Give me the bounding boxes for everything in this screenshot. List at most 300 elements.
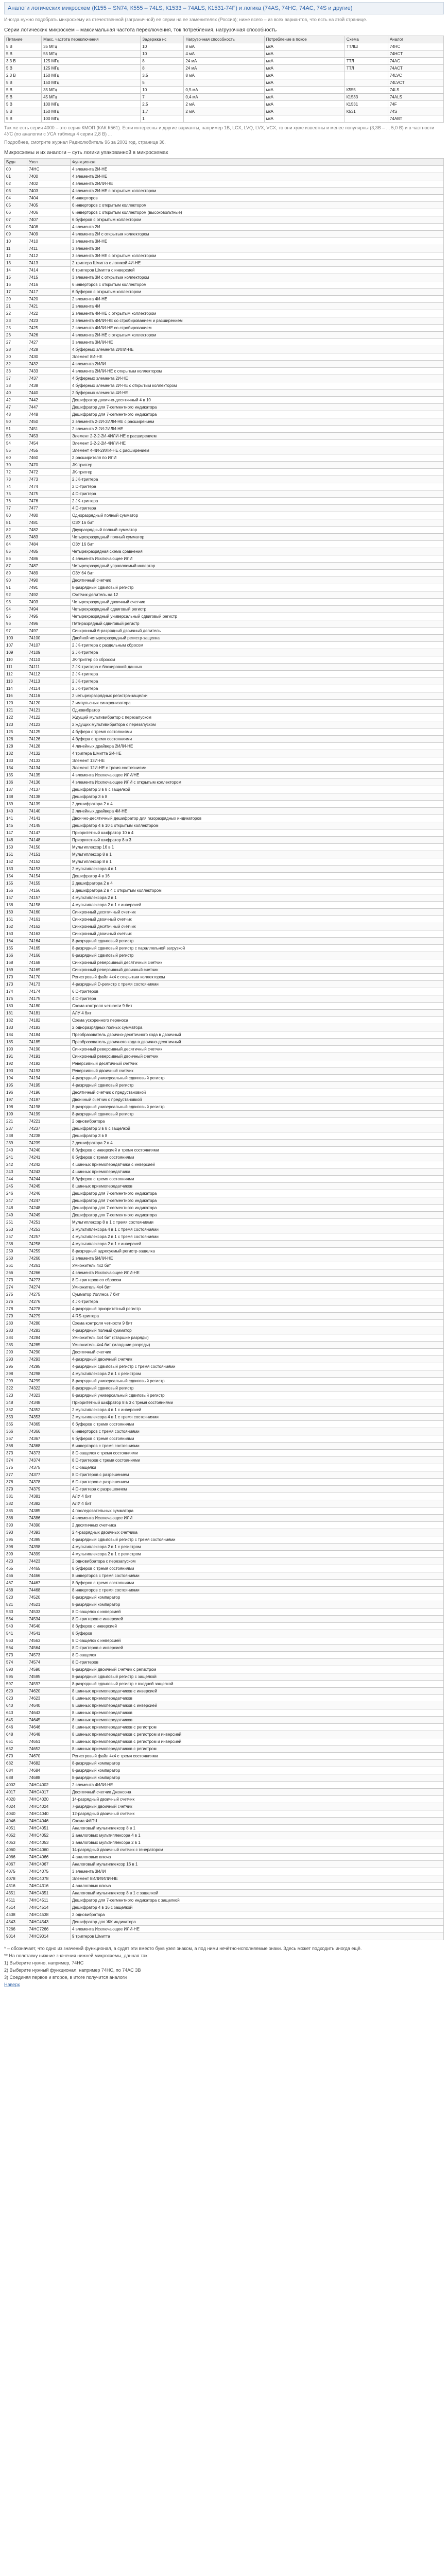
chip-cell: 620	[5, 1688, 27, 1695]
chip-cell: 4 буферных элемента 2ИЛИ-НЕ	[71, 346, 444, 353]
chip-cell: 7485	[27, 548, 71, 555]
chip-cell: 04	[5, 195, 27, 202]
chip-cell: 74175	[27, 995, 71, 1003]
chip-row	[5, 1702, 444, 1709]
chip-row	[5, 1443, 444, 1450]
chip-cell: 95	[5, 613, 27, 620]
chip-cell: Дешифратор для 7-сегментного индикатора	[71, 1190, 444, 1197]
chip-row	[5, 209, 444, 216]
spec-row	[5, 87, 444, 94]
chip-cell: 7472	[27, 469, 71, 476]
chip-cell: 91	[5, 584, 27, 591]
chip-row	[5, 1637, 444, 1645]
chip-cell: 4053	[5, 1839, 27, 1846]
chip-cell: 238	[5, 1132, 27, 1140]
chip-cell: 74645	[27, 1717, 71, 1724]
back-to-top-link[interactable]: Наверх	[4, 1982, 20, 1987]
chip-cell: 276	[5, 1298, 27, 1306]
chip-cell: 6 инверторов с открытым коллектором	[71, 281, 444, 289]
chip-cell: 521	[5, 1601, 27, 1608]
chip-cell: 74379	[27, 1486, 71, 1493]
chip-row	[5, 606, 444, 613]
chip-cell: 147	[5, 829, 27, 837]
chip-cell: 01	[5, 173, 27, 180]
chip-row	[5, 1464, 444, 1471]
chip-cell: 4 D-защелки	[71, 1464, 444, 1471]
chip-row	[5, 757, 444, 765]
chip-cell: Синхронный реверсивный двоичный счетчик	[71, 1053, 444, 1060]
chip-cell: 74135	[27, 772, 71, 779]
chip-cell: 4514	[5, 1904, 27, 1911]
chip-cell: 74120	[27, 700, 71, 707]
chip-row	[5, 418, 444, 426]
chip-row	[5, 620, 444, 628]
spec-cell: мкА	[264, 79, 344, 87]
chip-row	[5, 700, 444, 707]
chip-cell: Синхронный 6-разрядный двоичный делитель	[71, 628, 444, 635]
spec-cell: ТТЛ	[344, 65, 388, 72]
chip-cell: 7421	[27, 303, 71, 310]
chip-cell: Дешифратор для 7-сегментного индикатора с защелкой	[71, 1897, 444, 1904]
chip-cell: 4 мультиплексора 2 в 1	[71, 894, 444, 902]
chip-cell: 74153	[27, 866, 71, 873]
chip-cell: 7476	[27, 498, 71, 505]
chip-cell: 6 буферов с тремя состояниями	[71, 1421, 444, 1428]
chip-cell: 153	[5, 866, 27, 873]
chip-cell: 74122	[27, 714, 71, 721]
chip-row	[5, 1327, 444, 1334]
chip-cell: 3 элемента 3И	[71, 245, 444, 252]
chip-row	[5, 1104, 444, 1111]
chip-cell: 8 шинных приемопередатчиков	[71, 1709, 444, 1717]
chip-cell: 74191	[27, 1053, 71, 1060]
chip-cell: Регистровый файл 4х4 с тремя состояниями	[71, 1753, 444, 1760]
chip-cell: Синхронный десятичный счетчик	[71, 923, 444, 930]
chip-cell: 298	[5, 1370, 27, 1378]
chip-cell: 121	[5, 707, 27, 714]
chip-cell: 4 аналоговых ключа	[71, 1854, 444, 1861]
chip-cell: 4 мультиплексора 2 в 1 с тремя состояниями	[71, 1233, 444, 1241]
chip-row	[5, 231, 444, 238]
chip-cell: 74295	[27, 1363, 71, 1370]
chip-cell: 368	[5, 1443, 27, 1450]
chip-cell: 4060	[5, 1846, 27, 1854]
chip-row	[5, 1486, 444, 1493]
footnote-5: 3) Соединяя первое и второе, в итоге получится аналоги	[4, 1975, 127, 1980]
chip-row	[5, 1111, 444, 1118]
chip-row	[5, 325, 444, 332]
chip-row	[5, 1168, 444, 1176]
chip-cell: 86	[5, 555, 27, 563]
chip-cell: 74521	[27, 1601, 71, 1608]
chip-cell: 74243	[27, 1168, 71, 1176]
chip-row	[5, 389, 444, 397]
chip-cell: 7425	[27, 325, 71, 332]
chip-cell: 74161	[27, 916, 71, 923]
chip-cell: 74533	[27, 1608, 71, 1616]
chip-row	[5, 1522, 444, 1529]
spec-cell: 125 МГц	[42, 58, 141, 65]
spec-cell: 5 В	[5, 79, 42, 87]
chip-cell: 74467	[27, 1580, 71, 1587]
chip-cell: 74HC4514	[27, 1904, 71, 1911]
chip-row	[5, 1717, 444, 1724]
chip-cell: 4 мультиплексора 2 в 1 с инверсией	[71, 902, 444, 909]
chip-cell: 74573	[27, 1652, 71, 1659]
chip-cell: Дешифратор 3 в 8	[71, 1132, 444, 1140]
chip-row	[5, 851, 444, 858]
chip-cell: 8-разрядный сдвиговый регистр с входной защелкой	[71, 1681, 444, 1688]
chip-row	[5, 1623, 444, 1630]
chip-cell: 382	[5, 1500, 27, 1507]
chip-cell: Элемент 2-2-2-2И-4ИЛИ-НЕ с расширением	[71, 433, 444, 440]
chip-cell: 399	[5, 1551, 27, 1558]
chip-cell: 2 дешифратора 2 в 4	[71, 1140, 444, 1147]
chip-cell: 81	[5, 519, 27, 527]
spec-cell: 24 мА	[184, 58, 264, 65]
chip-list-table	[4, 158, 444, 1940]
chip-cell: 2 триггера Шмитта с логикой 4И-НЕ	[71, 260, 444, 267]
chip-row	[5, 1356, 444, 1363]
chip-row	[5, 1695, 444, 1702]
chip-cell: Преобразователь двоично-десятичного кода в двоичный	[71, 1031, 444, 1039]
chip-row	[5, 952, 444, 959]
chip-cell: 3 элемента 3И-НЕ	[71, 238, 444, 245]
chip-cell: 74182	[27, 1017, 71, 1024]
chip-cell: 74141	[27, 815, 71, 822]
spec-cell	[184, 115, 264, 123]
chip-cell: 2 импульсных синхронизатора	[71, 700, 444, 707]
chip-cell: 74HC4067	[27, 1861, 71, 1868]
chip-cell: Четырехразрядный двоичный счетчик	[71, 599, 444, 606]
spec-row	[5, 50, 444, 58]
chip-cell: 8 D-триггеров с разрешением	[71, 1471, 444, 1479]
chip-row	[5, 1745, 444, 1753]
chip-cell: 154	[5, 873, 27, 880]
chip-cell: 257	[5, 1233, 27, 1241]
chip-cell: 173	[5, 981, 27, 988]
chip-cell: 191	[5, 1053, 27, 1060]
chip-cell: 4 элемента Исключающее ИЛИ-НЕ	[71, 1926, 444, 1933]
chip-cell: 4 элемента 2И-НЕ с открытым коллектором	[71, 188, 444, 195]
chip-cell: Десятичный счетчик	[71, 1349, 444, 1356]
chip-cell: Дешифратор 3 в 8 с защелкой	[71, 786, 444, 793]
chip-cell: Регистровый файл 4х4 с открытым коллектором	[71, 974, 444, 981]
chip-cell: Синхронный реверсивный десятичный счетчик	[71, 959, 444, 967]
chip-cell: Дешифратор 4 в 16 с защелкой	[71, 1904, 444, 1911]
chip-cell: 74353	[27, 1414, 71, 1421]
spec-cell: мкА	[264, 108, 344, 115]
chip-cell: 597	[5, 1681, 27, 1688]
chip-cell: 184	[5, 1031, 27, 1039]
chip-cell: 74395	[27, 1536, 71, 1544]
chip-cell: 377	[5, 1471, 27, 1479]
chip-cell: 9014	[5, 1933, 27, 1940]
chip-cell: 74274	[27, 1284, 71, 1291]
chip-row	[5, 382, 444, 389]
chip-row	[5, 1342, 444, 1349]
chip-cell: 74260	[27, 1255, 71, 1262]
chip-row	[5, 375, 444, 382]
chip-cell: 163	[5, 930, 27, 938]
chip-cell: 367	[5, 1435, 27, 1443]
chip-cell: 261	[5, 1262, 27, 1269]
chip-cell: Двоично-десятичный дешифратор для газоразрядных индикаторов	[71, 815, 444, 822]
chip-row	[5, 1536, 444, 1544]
chip-cell: 180	[5, 1003, 27, 1010]
spec-cell: К1533	[344, 94, 388, 101]
chip-cell: 3 элемента 3ИЛИ-НЕ	[71, 339, 444, 346]
chip-cell: 646	[5, 1724, 27, 1731]
chip-cell: 4 последовательных сумматора	[71, 1507, 444, 1515]
chip-cell: 48	[5, 411, 27, 418]
chip-cell: Схема контроля четности 9 бит	[71, 1320, 444, 1327]
chip-cell: 4351	[5, 1890, 27, 1897]
chip-column-header: Функционал	[71, 159, 444, 166]
chip-cell: 540	[5, 1623, 27, 1630]
chip-cell: 74348	[27, 1399, 71, 1406]
chip-cell: 74181	[27, 1010, 71, 1017]
chip-cell: 8 D-защелок с тремя состояниями	[71, 1450, 444, 1457]
chip-cell: Одновибратор	[71, 707, 444, 714]
chip-cell: Десятичный счетчик с предустановкой	[71, 1089, 444, 1096]
chip-cell: 74386	[27, 1515, 71, 1522]
chip-cell: 2 мультиплексора 4 в 1 с тремя состояниями	[71, 1226, 444, 1233]
chip-cell: 74155	[27, 880, 71, 887]
chip-cell: 160	[5, 909, 27, 916]
spec-cell: 100 МГц	[42, 101, 141, 108]
chip-cell: 7487	[27, 563, 71, 570]
chip-cell: 7480	[27, 512, 71, 519]
chip-cell: Реверсивный десятичный счетчик	[71, 1060, 444, 1067]
chip-cell: 74168	[27, 959, 71, 967]
chip-cell: 266	[5, 1269, 27, 1277]
chip-cell: 74152	[27, 858, 71, 866]
chip-cell: Ждущий мультивибратор с перезапуском	[71, 714, 444, 721]
chip-cell: 7409	[27, 231, 71, 238]
chip-cell: 74151	[27, 851, 71, 858]
spec-row	[5, 79, 444, 87]
chip-row	[5, 1926, 444, 1933]
chip-cell: 74239	[27, 1140, 71, 1147]
spec-row	[5, 94, 444, 101]
chip-row	[5, 743, 444, 750]
spec-cell: 4 мА	[184, 50, 264, 58]
spec-cell: 5 В	[5, 50, 42, 58]
chip-cell: 260	[5, 1255, 27, 1262]
chip-cell: 4 элемента 2И-НЕ	[71, 173, 444, 180]
chip-cell: 74246	[27, 1190, 71, 1197]
chip-cell: 74174	[27, 988, 71, 995]
chip-cell: 8-разрядный адресуемый регистр-защелка	[71, 1248, 444, 1255]
chip-cell: 7448	[27, 411, 71, 418]
chip-cell: 7492	[27, 591, 71, 599]
chip-cell: 8-разрядный универсальный сдвиговый регистр	[71, 1392, 444, 1399]
chip-cell: 74520	[27, 1594, 71, 1601]
chip-cell: 648	[5, 1731, 27, 1738]
chip-cell: 74247	[27, 1197, 71, 1205]
chip-cell: 466	[5, 1572, 27, 1580]
chip-cell: 141	[5, 815, 27, 822]
chip-row	[5, 1233, 444, 1241]
chip-row	[5, 591, 444, 599]
chip-row	[5, 902, 444, 909]
chip-row	[5, 541, 444, 548]
chip-cell: 74385	[27, 1507, 71, 1515]
chip-cell: 74140	[27, 808, 71, 815]
chip-cell: 6 буферов с открытым коллектором	[71, 216, 444, 224]
chip-cell: 74352	[27, 1406, 71, 1414]
chip-row	[5, 570, 444, 577]
chip-row	[5, 202, 444, 209]
chip-cell: 4075	[5, 1868, 27, 1875]
chip-cell: 74162	[27, 923, 71, 930]
chip-cell: 02	[5, 180, 27, 188]
chip-cell: 74165	[27, 945, 71, 952]
chip-row	[5, 1580, 444, 1587]
chip-cell: 195	[5, 1082, 27, 1089]
chip-cell: 4002	[5, 1782, 27, 1789]
chip-cell: Элемент 8И-НЕ	[71, 353, 444, 361]
chip-row	[5, 1349, 444, 1356]
chip-cell: 244	[5, 1176, 27, 1183]
chip-cell: 38	[5, 382, 27, 389]
chip-row	[5, 1154, 444, 1161]
chip-cell: 2 D-триггера	[71, 483, 444, 490]
chip-row	[5, 1385, 444, 1392]
chip-cell: 7450	[27, 418, 71, 426]
spec-cell: 2 мА	[184, 108, 264, 115]
chip-cell: 26	[5, 332, 27, 339]
chip-row	[5, 894, 444, 902]
chip-cell: 273	[5, 1277, 27, 1284]
spec-cell: 5 В	[5, 94, 42, 101]
chip-cell: 4-разрядный сдвиговый регистр с тремя состояниями	[71, 1363, 444, 1370]
chip-cell: 643	[5, 1709, 27, 1717]
chip-cell: Мультиплексор 8 в 1	[71, 851, 444, 858]
chip-cell: 74198	[27, 1104, 71, 1111]
chip-cell: 74465	[27, 1565, 71, 1572]
chip-row	[5, 887, 444, 894]
chip-cell: 74150	[27, 844, 71, 851]
chip-cell: 2 аналоговых мультиплексора 4 в 1	[71, 1832, 444, 1839]
chip-cell: 4 мультиплексора 2 в 1 с регистром	[71, 1370, 444, 1378]
chip-cell: 150	[5, 844, 27, 851]
chip-cell: 97	[5, 628, 27, 635]
spec-cell: 8 мА	[184, 43, 264, 50]
chip-cell: Дешифратор для 7-сегментного индикатора	[71, 411, 444, 418]
chip-cell: 4 элемента Исключающее ИЛИ/НЕ	[71, 772, 444, 779]
chip-cell: 74111	[27, 664, 71, 671]
footnote-1: * – обозначает, что одно из значений функционал, а судят эти вместо букв узел знаком, а под ними нечётно-исполняемые знаки. Здесь может подходить иногда ещё.	[4, 1946, 362, 1951]
chip-cell: 8-разрядный компаратор	[71, 1601, 444, 1608]
chip-cell: 4-разрядный приоритетный регистр	[71, 1306, 444, 1313]
chip-cell: 274	[5, 1284, 27, 1291]
spec-cell: 74HCT	[388, 50, 443, 58]
chip-cell: 4 элемента Исключающее ИЛИ с открытым коллектором	[71, 779, 444, 786]
chip-cell: 126	[5, 736, 27, 743]
chip-cell: 74HC4316	[27, 1883, 71, 1890]
chip-cell: 74541	[27, 1630, 71, 1637]
chip-row	[5, 1897, 444, 1904]
chip-cell: 74HC4040	[27, 1810, 71, 1818]
chip-cell: 8-разрядный сдвиговый регистр	[71, 1385, 444, 1392]
chip-cell: 74HC4511	[27, 1897, 71, 1904]
spec-row	[5, 108, 444, 115]
chip-cell: 74237	[27, 1125, 71, 1132]
chip-row	[5, 1471, 444, 1479]
spec-cell: 5 В	[5, 108, 42, 115]
chip-cell: 74374	[27, 1457, 71, 1464]
chip-cell: 4046	[5, 1818, 27, 1825]
chip-cell: 4 RS-триггера	[71, 1313, 444, 1320]
chip-cell: 8 буферов с тремя состояниями	[71, 1154, 444, 1161]
chip-cell: 590	[5, 1666, 27, 1673]
chip-cell: 378	[5, 1479, 27, 1486]
chip-cell: 28	[5, 346, 27, 353]
chip-cell: 7-разрядный двоичный счетчик	[71, 1803, 444, 1810]
chip-cell: 520	[5, 1594, 27, 1601]
chip-row	[5, 1767, 444, 1774]
chip-cell: 148	[5, 837, 27, 844]
chip-cell: 40	[5, 389, 27, 397]
chip-cell: 7474	[27, 483, 71, 490]
chip-row	[5, 1428, 444, 1435]
chip-cell: 74241	[27, 1154, 71, 1161]
chip-cell: 2 буферных элемента 4И-НЕ	[71, 389, 444, 397]
chip-row	[5, 1190, 444, 1197]
chip-row	[5, 923, 444, 930]
chip-cell: 379	[5, 1486, 27, 1493]
chip-cell: 7470	[27, 462, 71, 469]
chip-cell: 6 инверторов с тремя состояниями	[71, 1428, 444, 1435]
spec-cell: 24 мА	[184, 65, 264, 72]
chip-row	[5, 1493, 444, 1500]
chip-row	[5, 1724, 444, 1731]
chip-cell: 8 буферов с тремя состояниями	[71, 1580, 444, 1587]
chip-cell: 4 элемента 2И-НЕ	[71, 166, 444, 173]
chip-cell: 110	[5, 656, 27, 664]
chip-cell: 74382	[27, 1500, 71, 1507]
chip-cell: Двоичный счетчик с предустановкой	[71, 1096, 444, 1104]
chip-cell: 645	[5, 1717, 27, 1724]
chip-row	[5, 1774, 444, 1782]
chip-cell: 11	[5, 245, 27, 252]
chip-cell: 170	[5, 974, 27, 981]
chip-cell: 139	[5, 801, 27, 808]
chip-cell: 295	[5, 1363, 27, 1370]
chip-cell: 109	[5, 649, 27, 656]
header	[4, 2, 444, 14]
chip-row	[5, 1479, 444, 1486]
chip-cell: 284	[5, 1334, 27, 1342]
chip-row	[5, 1890, 444, 1897]
chip-row	[5, 815, 444, 822]
chip-cell: Умножитель 4х4 бит (старшие разряды)	[71, 1334, 444, 1342]
chip-cell: ОЗУ 16 бит	[71, 519, 444, 527]
chip-row	[5, 692, 444, 700]
chip-cell: 74278	[27, 1306, 71, 1313]
chip-row	[5, 1197, 444, 1205]
chip-cell: Аналоговый мультиплексор 8 в 1 с защелкой	[71, 1890, 444, 1897]
chip-cell: 386	[5, 1515, 27, 1522]
chip-cell: 7460	[27, 454, 71, 462]
chip-cell: 2 расширителя по ИЛИ	[71, 454, 444, 462]
chip-cell: 14	[5, 267, 27, 274]
spec-cell: 74HC	[388, 43, 443, 50]
chip-cell: Пятиразрядный сдвиговый регистр	[71, 620, 444, 628]
page	[4, 2, 444, 1988]
